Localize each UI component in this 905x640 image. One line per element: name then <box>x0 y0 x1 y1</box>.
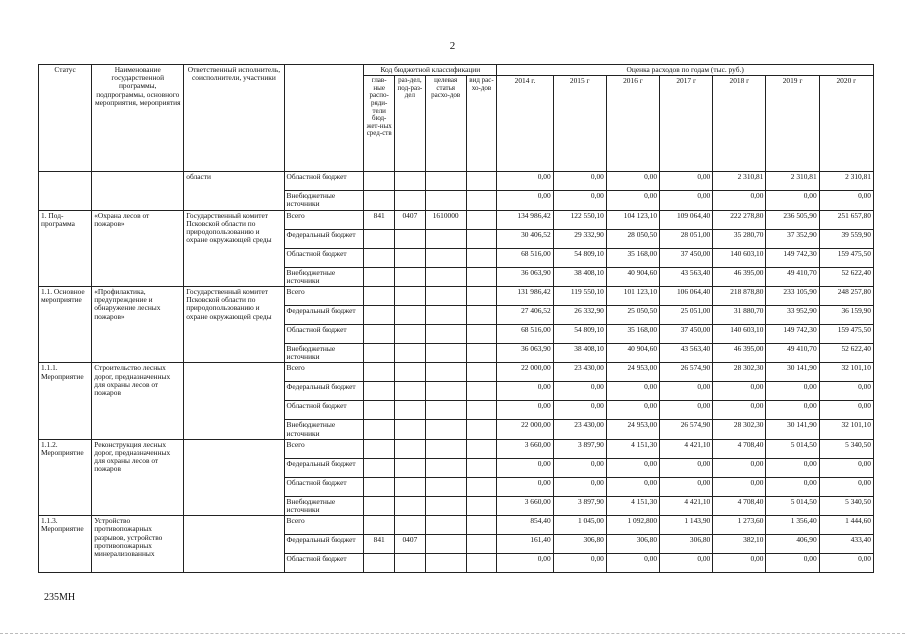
cell-value: 159 475,50 <box>819 248 873 267</box>
cell-code <box>395 477 426 496</box>
cell-value: 33 952,90 <box>766 306 819 325</box>
cell-value: 106 064,40 <box>660 287 713 306</box>
cell-value: 30 141,90 <box>766 420 819 439</box>
cell-value: 5 340,50 <box>819 496 873 515</box>
cell-responsible <box>184 439 284 515</box>
cell-code <box>395 363 426 382</box>
cell-value: 3 660,00 <box>497 496 553 515</box>
cell-code <box>466 248 497 267</box>
cell-code <box>395 325 426 344</box>
cell-code <box>466 382 497 401</box>
cell-code <box>364 401 395 420</box>
cell-value: 25 050,50 <box>606 306 659 325</box>
cell-code: 0407 <box>395 210 426 229</box>
cell-value: 0,00 <box>713 554 766 573</box>
cell-code <box>364 439 395 458</box>
cell-code <box>425 172 466 191</box>
cell-value: 4 421,10 <box>660 496 713 515</box>
cell-code <box>466 554 497 573</box>
cell-value: 0,00 <box>553 401 606 420</box>
cell-value: 3 897,90 <box>553 439 606 458</box>
cell-value: 0,00 <box>713 382 766 401</box>
cell-code: 1610000 <box>425 210 466 229</box>
cell-value: 0,00 <box>819 554 873 573</box>
cell-code <box>364 382 395 401</box>
cell-value: 22 000,00 <box>497 363 553 382</box>
cell-source: Федеральный бюджет <box>284 306 364 325</box>
cell-value: 0,00 <box>606 458 659 477</box>
cell-code <box>364 496 395 515</box>
cell-value: 36 063,90 <box>497 344 553 363</box>
cell-value: 1 444,60 <box>819 516 873 535</box>
cell-value: 5 014,50 <box>766 439 819 458</box>
header-code-group: Код бюджетной классификации <box>364 65 497 76</box>
cell-value: 43 563,40 <box>660 267 713 286</box>
cell-code <box>425 496 466 515</box>
cell-value: 101 123,10 <box>606 287 659 306</box>
cell-value: 4 151,30 <box>606 439 659 458</box>
cell-value: 24 953,00 <box>606 420 659 439</box>
cell-code <box>395 382 426 401</box>
cell-code <box>364 363 395 382</box>
cell-value: 35 168,00 <box>606 248 659 267</box>
cell-value: 30 141,90 <box>766 363 819 382</box>
cell-value: 0,00 <box>553 382 606 401</box>
cell-value: 46 395,00 <box>713 267 766 286</box>
cell-value: 0,00 <box>766 554 819 573</box>
cell-source: Всего <box>284 287 364 306</box>
header-year: 2018 г <box>713 76 766 172</box>
cell-value: 1 356,40 <box>766 516 819 535</box>
cell-code <box>466 401 497 420</box>
cell-value: 109 064,40 <box>660 210 713 229</box>
cell-value: 49 410,70 <box>766 344 819 363</box>
cell-code <box>395 172 426 191</box>
cell-value: 104 123,10 <box>606 210 659 229</box>
cell-code <box>395 554 426 573</box>
cell-value: 140 603,10 <box>713 248 766 267</box>
header-code-col: целевая статья расхо-дов <box>425 76 466 172</box>
cell-status: 1.1.1. Мероприятие <box>39 363 92 439</box>
cell-value: 233 105,90 <box>766 287 819 306</box>
cell-value: 52 622,40 <box>819 267 873 286</box>
cell-source: Всего <box>284 439 364 458</box>
cell-value: 0,00 <box>497 554 553 573</box>
cell-code <box>425 401 466 420</box>
cell-value: 0,00 <box>553 172 606 191</box>
header-year: 2019 г <box>766 76 819 172</box>
cell-value: 37 450,00 <box>660 248 713 267</box>
cell-value: 36 063,90 <box>497 267 553 286</box>
cell-code <box>425 420 466 439</box>
cell-code <box>466 229 497 248</box>
cell-name: «Профилактика, предупреждение и обнаружение лесных пожаров» <box>92 287 184 363</box>
cell-value: 54 809,10 <box>553 248 606 267</box>
cell-value: 222 278,80 <box>713 210 766 229</box>
cell-value: 28 302,30 <box>713 363 766 382</box>
cell-value: 0,00 <box>766 477 819 496</box>
cell-code <box>425 229 466 248</box>
cell-name: «Охрана лесов от пожаров» <box>92 210 184 286</box>
cell-status: 1.1.3. Мероприятие <box>39 516 92 573</box>
cell-code <box>364 248 395 267</box>
cell-name: Строительство лесных дорог, предназначенных для охраны лесов от пожаров <box>92 363 184 439</box>
cell-value: 28 302,30 <box>713 420 766 439</box>
cell-value: 0,00 <box>819 477 873 496</box>
cell-value: 4 151,30 <box>606 496 659 515</box>
cell-code <box>364 229 395 248</box>
cell-code <box>425 382 466 401</box>
cell-code <box>364 287 395 306</box>
cell-source: Областной бюджет <box>284 172 364 191</box>
cell-source: Всего <box>284 363 364 382</box>
cell-code <box>466 420 497 439</box>
cell-code <box>425 363 466 382</box>
cell-value: 140 603,10 <box>713 325 766 344</box>
cell-value: 251 657,80 <box>819 210 873 229</box>
cell-value: 4 708,40 <box>713 439 766 458</box>
cell-source: Внебюджетные источники <box>284 496 364 515</box>
cell-source: Внебюджетные источники <box>284 267 364 286</box>
cell-code <box>395 287 426 306</box>
cell-responsible: Государственный комитет Псковской области по природопользованию и охране окружающей среды <box>184 287 284 363</box>
header-year: 2016 г <box>606 76 659 172</box>
cell-code <box>364 420 395 439</box>
page-number: 2 <box>449 40 456 52</box>
cell-source: Внебюджетные источники <box>284 191 364 210</box>
cell-code: 0407 <box>395 535 426 554</box>
cell-code <box>466 496 497 515</box>
cell-value: 32 101,10 <box>819 420 873 439</box>
cell-value: 54 809,10 <box>553 325 606 344</box>
cell-code <box>425 344 466 363</box>
header-responsible: Ответственный исполнитель, соисполнители, участники <box>184 65 284 172</box>
cell-value: 0,00 <box>553 191 606 210</box>
table-body <box>39 172 874 573</box>
cell-code <box>425 287 466 306</box>
cell-value: 0,00 <box>606 191 659 210</box>
cell-code <box>395 344 426 363</box>
cell-value: 49 410,70 <box>766 267 819 286</box>
cell-responsible: области <box>184 172 284 210</box>
budget-table <box>38 64 874 573</box>
cell-value: 149 742,30 <box>766 325 819 344</box>
cell-value: 161,40 <box>497 535 553 554</box>
header-year: 2015 г <box>553 76 606 172</box>
cell-value: 0,00 <box>606 401 659 420</box>
header-code-col: глав-ные распо-ряди-тели бюд-жет-ных сред-ств <box>364 76 395 172</box>
cell-code: 841 <box>364 210 395 229</box>
cell-code <box>395 439 426 458</box>
cell-value: 27 406,52 <box>497 306 553 325</box>
cell-code <box>395 248 426 267</box>
header-name: Наименование государственной программы, подпрограммы, основного мероприятия, мероприятия <box>92 65 184 172</box>
cell-value: 38 408,10 <box>553 344 606 363</box>
cell-source: Федеральный бюджет <box>284 229 364 248</box>
cell-value: 0,00 <box>497 382 553 401</box>
cell-value: 122 550,10 <box>553 210 606 229</box>
cell-value: 0,00 <box>660 554 713 573</box>
cell-code <box>364 306 395 325</box>
header-estimate-group: Оценка расходов по годам (тыс. руб.) <box>497 65 874 76</box>
header-year: 2020 г <box>819 76 873 172</box>
cell-code <box>364 477 395 496</box>
cell-value: 37 450,00 <box>660 325 713 344</box>
cell-value: 29 332,90 <box>553 229 606 248</box>
cell-code <box>364 458 395 477</box>
cell-value: 0,00 <box>713 401 766 420</box>
cell-value: 39 559,90 <box>819 229 873 248</box>
table-row <box>39 172 874 191</box>
cell-code <box>395 458 426 477</box>
cell-value: 306,80 <box>606 535 659 554</box>
cell-value: 0,00 <box>766 191 819 210</box>
cell-code <box>466 344 497 363</box>
cell-value: 0,00 <box>660 172 713 191</box>
cell-name: Устройство противопожарных разрывов, устройство противопожарных минерализованных <box>92 516 184 573</box>
cell-value: 0,00 <box>606 172 659 191</box>
cell-code <box>466 516 497 535</box>
header-code-col: раз-дел, под-раз-дел <box>395 76 426 172</box>
cell-value: 0,00 <box>606 382 659 401</box>
cell-value: 68 516,00 <box>497 248 553 267</box>
cell-value: 0,00 <box>660 458 713 477</box>
cell-value: 43 563,40 <box>660 344 713 363</box>
cell-code <box>395 401 426 420</box>
cell-value: 218 878,80 <box>713 287 766 306</box>
cell-value: 0,00 <box>819 191 873 210</box>
cell-source: Областной бюджет <box>284 477 364 496</box>
cell-code <box>466 439 497 458</box>
cell-code <box>425 325 466 344</box>
cell-value: 0,00 <box>766 458 819 477</box>
cell-code <box>466 210 497 229</box>
cell-value: 52 622,40 <box>819 344 873 363</box>
cell-code <box>425 554 466 573</box>
cell-value: 5 340,50 <box>819 439 873 458</box>
cell-value: 236 505,90 <box>766 210 819 229</box>
cell-code <box>364 516 395 535</box>
cell-value: 4 421,10 <box>660 439 713 458</box>
cell-source: Областной бюджет <box>284 248 364 267</box>
cell-code <box>395 306 426 325</box>
table-row <box>39 287 874 306</box>
cell-status: 1.1. Основное мероприятие <box>39 287 92 363</box>
cell-source: Федеральный бюджет <box>284 535 364 554</box>
cell-code <box>425 535 466 554</box>
cell-value: 159 475,50 <box>819 325 873 344</box>
cell-code <box>425 267 466 286</box>
header-code-col: вид рас-хо-дов <box>466 76 497 172</box>
cell-code <box>395 267 426 286</box>
cell-responsible <box>184 516 284 573</box>
cell-value: 433,40 <box>819 535 873 554</box>
cell-value: 0,00 <box>606 477 659 496</box>
cell-code <box>425 439 466 458</box>
cell-code <box>364 344 395 363</box>
cell-responsible: Государственный комитет Псковской области по природопользованию и охране окружающей среды <box>184 210 284 286</box>
cell-code <box>364 325 395 344</box>
cell-value: 854,40 <box>497 516 553 535</box>
scan-edge-divider <box>0 633 905 635</box>
cell-value: 40 904,60 <box>606 344 659 363</box>
cell-value: 31 880,70 <box>713 306 766 325</box>
cell-code <box>395 420 426 439</box>
header-year: 2017 г <box>660 76 713 172</box>
cell-source: Областной бюджет <box>284 325 364 344</box>
cell-code <box>425 516 466 535</box>
table-header <box>39 65 874 172</box>
cell-code <box>425 248 466 267</box>
cell-value: 0,00 <box>819 382 873 401</box>
header-source-blank <box>284 65 364 172</box>
cell-value: 26 574,90 <box>660 420 713 439</box>
cell-source: Федеральный бюджет <box>284 458 364 477</box>
cell-value: 0,00 <box>553 458 606 477</box>
cell-code <box>466 535 497 554</box>
cell-value: 37 352,90 <box>766 229 819 248</box>
cell-value: 3 897,90 <box>553 496 606 515</box>
cell-source: Федеральный бюджет <box>284 382 364 401</box>
cell-value: 35 168,00 <box>606 325 659 344</box>
cell-code <box>466 267 497 286</box>
table-row <box>39 210 874 229</box>
cell-value: 382,10 <box>713 535 766 554</box>
cell-value: 0,00 <box>819 401 873 420</box>
cell-value: 36 159,90 <box>819 306 873 325</box>
cell-code <box>395 191 426 210</box>
cell-value: 0,00 <box>713 458 766 477</box>
cell-value: 0,00 <box>819 458 873 477</box>
cell-code <box>466 191 497 210</box>
cell-value: 0,00 <box>766 401 819 420</box>
cell-code <box>466 287 497 306</box>
cell-value: 0,00 <box>713 191 766 210</box>
cell-name <box>92 172 184 210</box>
cell-value: 0,00 <box>606 554 659 573</box>
cell-code <box>466 477 497 496</box>
cell-value: 1 273,60 <box>713 516 766 535</box>
cell-value: 28 051,00 <box>660 229 713 248</box>
cell-code <box>364 267 395 286</box>
cell-source: Всего <box>284 210 364 229</box>
cell-value: 306,80 <box>660 535 713 554</box>
cell-value: 0,00 <box>497 477 553 496</box>
cell-code <box>395 496 426 515</box>
cell-code <box>425 191 466 210</box>
cell-value: 131 986,42 <box>497 287 553 306</box>
cell-value: 0,00 <box>497 191 553 210</box>
cell-value: 28 050,50 <box>606 229 659 248</box>
cell-value: 0,00 <box>497 401 553 420</box>
cell-value: 2 310,81 <box>766 172 819 191</box>
cell-code <box>425 306 466 325</box>
cell-responsible <box>184 363 284 439</box>
cell-code <box>364 554 395 573</box>
cell-code <box>466 325 497 344</box>
cell-value: 0,00 <box>660 477 713 496</box>
cell-value: 149 742,30 <box>766 248 819 267</box>
cell-value: 25 051,00 <box>660 306 713 325</box>
cell-value: 0,00 <box>553 554 606 573</box>
cell-code <box>395 229 426 248</box>
cell-value: 306,80 <box>553 535 606 554</box>
table-row <box>39 363 874 382</box>
cell-value: 119 550,10 <box>553 287 606 306</box>
cell-code <box>466 458 497 477</box>
cell-value: 1 143,90 <box>660 516 713 535</box>
cell-value: 0,00 <box>766 382 819 401</box>
cell-value: 32 101,10 <box>819 363 873 382</box>
cell-code <box>364 172 395 191</box>
cell-value: 406,90 <box>766 535 819 554</box>
cell-value: 4 708,40 <box>713 496 766 515</box>
cell-value: 3 660,00 <box>497 439 553 458</box>
cell-code <box>425 477 466 496</box>
cell-code <box>395 516 426 535</box>
cell-status: 1.1.2. Мероприятие <box>39 439 92 515</box>
cell-code <box>364 191 395 210</box>
cell-value: 1 092,800 <box>606 516 659 535</box>
cell-source: Всего <box>284 516 364 535</box>
cell-value: 38 408,10 <box>553 267 606 286</box>
cell-value: 23 430,00 <box>553 420 606 439</box>
cell-source: Областной бюджет <box>284 401 364 420</box>
cell-value: 40 904,60 <box>606 267 659 286</box>
cell-value: 0,00 <box>497 172 553 191</box>
cell-value: 5 014,50 <box>766 496 819 515</box>
table-row <box>39 516 874 535</box>
cell-source: Областной бюджет <box>284 554 364 573</box>
cell-code <box>425 458 466 477</box>
cell-source: Внебюджетные источники <box>284 420 364 439</box>
cell-value: 0,00 <box>660 191 713 210</box>
cell-value: 35 280,70 <box>713 229 766 248</box>
header-status: Статус <box>39 65 92 172</box>
cell-value: 68 516,00 <box>497 325 553 344</box>
cell-value: 46 395,00 <box>713 344 766 363</box>
cell-code <box>466 363 497 382</box>
cell-status: 1. Под-программа <box>39 210 92 286</box>
footer-code: 235МН <box>44 592 76 603</box>
cell-status <box>39 172 92 210</box>
cell-code <box>466 172 497 191</box>
cell-value: 2 310,81 <box>819 172 873 191</box>
cell-value: 0,00 <box>660 382 713 401</box>
cell-source: Внебюджетные источники <box>284 344 364 363</box>
cell-value: 248 257,80 <box>819 287 873 306</box>
cell-code: 841 <box>364 535 395 554</box>
cell-code <box>466 306 497 325</box>
cell-value: 1 045,00 <box>553 516 606 535</box>
cell-value: 0,00 <box>497 458 553 477</box>
cell-name: Реконструкция лесных дорог, предназначенных для охраны лесов от пожаров <box>92 439 184 515</box>
cell-value: 26 574,90 <box>660 363 713 382</box>
cell-value: 0,00 <box>660 401 713 420</box>
cell-value: 2 310,81 <box>713 172 766 191</box>
cell-value: 30 406,52 <box>497 229 553 248</box>
header-year: 2014 г. <box>497 76 553 172</box>
cell-value: 23 430,00 <box>553 363 606 382</box>
cell-value: 0,00 <box>553 477 606 496</box>
cell-value: 22 000,00 <box>497 420 553 439</box>
cell-value: 0,00 <box>713 477 766 496</box>
cell-value: 26 332,90 <box>553 306 606 325</box>
cell-value: 24 953,00 <box>606 363 659 382</box>
table-row <box>39 439 874 458</box>
cell-value: 134 986,42 <box>497 210 553 229</box>
